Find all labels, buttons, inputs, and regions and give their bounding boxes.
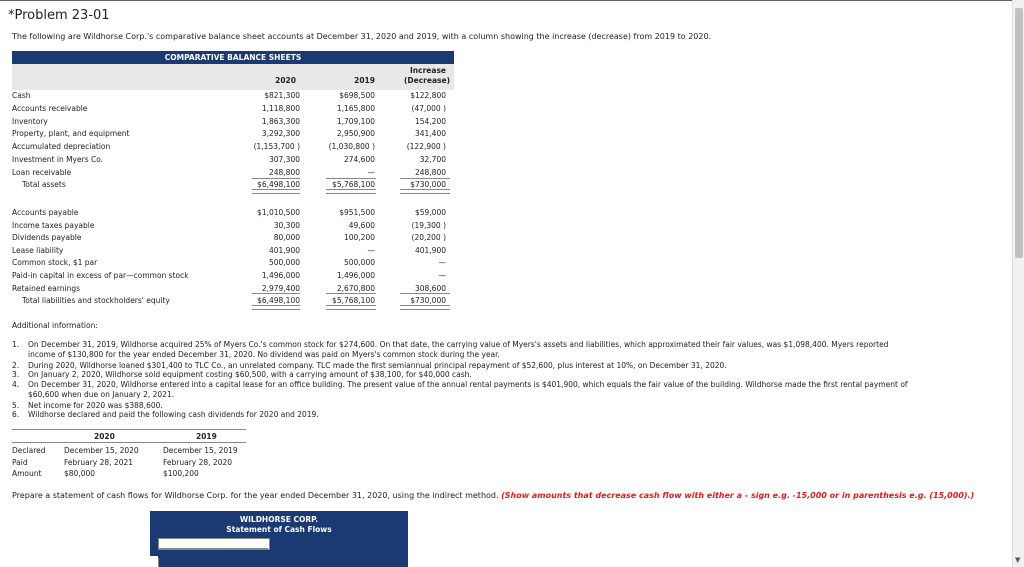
row-value-2020: 2,979,400 — [261, 283, 300, 293]
row-label: Investment in Myers Co. — [12, 155, 104, 164]
row-value-2020: 1,863,300 — [261, 116, 300, 126]
dividend-2019-value: February 28, 2020 — [163, 457, 233, 467]
row-value-2020: 500,000 — [268, 258, 300, 268]
total-assets-rule — [326, 178, 376, 179]
total-liab-rule — [400, 293, 450, 294]
col-2019-header: 2019 — [354, 76, 375, 85]
row-value-increase: 154,200 — [414, 116, 446, 126]
row-value-2019: 100,200 — [343, 233, 375, 243]
row-value-2020: $1,010,500 — [257, 208, 300, 217]
note-3-text: On January 2, 2020, Wildhorse sold equipment costing $60,500, with a carrying amount of $38,100, for $40,000 cash. — [28, 370, 472, 379]
row-label: Cash — [12, 91, 31, 100]
total-assets-rule — [252, 178, 300, 179]
dividend-2019-value: December 15, 2019 — [163, 446, 238, 455]
scroll-down-arrow-icon[interactable]: ▼ — [1015, 556, 1021, 564]
row-value-increase: — — [438, 258, 446, 268]
dividend-2020-value: February 28, 2021 — [64, 457, 134, 467]
cash-flow-row-area — [12, 556, 158, 567]
top-divider — [0, 0, 1012, 1]
row-value-2019: 49,600 — [348, 220, 375, 230]
scrollbar-thumb[interactable] — [1015, 8, 1023, 258]
row-value-2020: 248,800 — [268, 167, 300, 177]
col-2020-header: 2020 — [275, 76, 296, 85]
row-value-increase: $730,000 — [410, 296, 446, 305]
row-value-2019: $698,500 — [339, 91, 375, 100]
note-4-text: On December 31, 2020, Wildhorse entered into a capital lease for an office building. The present value of the annual rental payments is $401,900, which equals the fair value of the building. Wildhorse made the first rental payment of — [28, 380, 908, 389]
col-decrease-header: (Decrease) — [403, 76, 450, 85]
note-2-text: During 2020, Wildhorse loaned $301,400 to TLC Co., an unrelated company. TLC made the first semiannual principal repayment of $52,600, plus interest at 10%, on December 31, 2020. — [28, 361, 727, 370]
row-value-2020: 1,496,000 — [261, 271, 300, 280]
row-value-increase: $122,800 — [410, 91, 446, 100]
row-value-increase: 248,800 — [414, 167, 446, 177]
row-value-2020: 307,300 — [268, 155, 300, 164]
total-assets-double-rule — [400, 189, 450, 194]
row-label: Retained earnings — [12, 283, 81, 293]
row-value-increase: $59,000 — [414, 208, 446, 217]
dividends-top-rule — [12, 429, 246, 430]
row-value-2019: 274,600 — [343, 155, 375, 164]
row-value-2019: $951,500 — [339, 208, 375, 217]
row-label: Inventory — [12, 116, 48, 126]
cash-flow-row-divider — [158, 558, 159, 567]
row-label: Lease liability — [12, 245, 64, 255]
row-label: Income taxes payable — [12, 220, 95, 230]
note-number: 3. — [12, 370, 20, 379]
balance-sheet-header-shade — [12, 64, 454, 90]
row-label: Accumulated depreciation — [12, 142, 111, 152]
row-value-2020: $821,300 — [264, 91, 300, 100]
cash-flow-company: WILDHORSE CORP. — [239, 515, 319, 524]
note-1-text-cont: income of $130,800 for the year ended December 31, 2020. No dividend was paid on Myers's common stock during the year. — [28, 350, 500, 359]
row-value-2019: $5,768,100 — [332, 180, 375, 189]
row-value-increase: (47,000 ) — [411, 103, 446, 113]
note-1-text: On December 31, 2019, Wildhorse acquired 25% of Myers Co.'s common stock for $274,600. On that date, the carrying value of Myers's assets and liabilities, which approximated their fair values, was $1,098,400. Myers reported — [28, 340, 889, 349]
row-label: Total assets — [22, 180, 66, 189]
row-label: Common stock, $1 par — [12, 258, 98, 268]
cash-flow-period-underline — [158, 548, 268, 549]
dividend-2020-value: $80,000 — [64, 469, 96, 478]
row-value-2019: 1,165,800 — [336, 103, 375, 113]
note-4-text-cont: $60,600 when due on January 2, 2021. — [28, 390, 175, 399]
note-5-text: Net income for 2020 was $388,600. — [28, 401, 163, 410]
row-value-2019: (1,030,800 ) — [328, 142, 375, 152]
row-value-increase: 32,700 — [419, 155, 446, 164]
row-label: Loan receivable — [12, 167, 72, 177]
note-number: 4. — [12, 380, 20, 389]
prepare-hint: (Show amounts that decrease cash flow with either a - sign e.g. -15,000 or in parenthesis e.g. (15,000).) — [501, 491, 975, 500]
problem-title: *Problem 23-01 — [8, 8, 110, 23]
row-value-2019: 500,000 — [343, 258, 375, 268]
row-value-2019: 2,670,800 — [336, 283, 375, 293]
row-label: Property, plant, and equipment — [12, 129, 130, 139]
row-value-increase: (122,900 ) — [406, 142, 446, 152]
note-number: 1. — [12, 340, 20, 349]
total-liab-double-rule — [326, 305, 376, 310]
total-liab-rule — [252, 293, 300, 294]
row-label: Dividends payable — [12, 233, 82, 243]
balance-sheet-heading: COMPARATIVE BALANCE SHEETS — [12, 51, 454, 64]
row-value-increase: 401,900 — [414, 245, 446, 255]
dividends-2020-header: 2020 — [94, 432, 115, 441]
row-label: Paid-in capital in excess of par—common stock — [12, 271, 189, 280]
vertical-scrollbar[interactable] — [1012, 0, 1024, 567]
row-label: Total liabilities and stockholders' equity — [22, 296, 170, 305]
dividends-header-rule — [12, 442, 246, 443]
row-value-2020: 401,900 — [268, 245, 300, 255]
note-number: 6. — [12, 410, 20, 419]
row-label: Accounts payable — [12, 208, 79, 217]
note-number: 2. — [12, 361, 20, 370]
row-value-increase: (19,300 ) — [411, 220, 446, 230]
dividend-row-label: Amount — [12, 469, 42, 478]
prepare-text: Prepare a statement of cash flows for Wildhorse Corp. for the year ended December 31, 2020, using the indirect method. — [12, 491, 499, 500]
note-number: 5. — [12, 401, 20, 410]
dividend-2020-value: December 15, 2020 — [64, 446, 139, 455]
row-value-2020: 30,300 — [273, 220, 300, 230]
row-label: Accounts receivable — [12, 103, 88, 113]
prepare-instruction — [12, 491, 974, 500]
total-assets-double-rule — [326, 189, 376, 194]
total-assets-rule — [400, 178, 450, 179]
total-liab-double-rule — [252, 305, 300, 310]
total-liab-double-rule — [400, 305, 450, 310]
row-value-2019: 2,950,900 — [336, 129, 375, 139]
row-value-increase: 341,400 — [414, 129, 446, 139]
dividend-row-label: Declared — [12, 446, 46, 455]
row-value-2019: — — [367, 245, 375, 255]
row-value-2019: 1,496,000 — [336, 271, 375, 280]
row-value-increase: $730,000 — [410, 180, 446, 189]
row-value-2020: (1,153,700 ) — [253, 142, 300, 152]
total-liab-rule — [326, 293, 376, 294]
cash-flow-statement-title: Statement of Cash Flows — [226, 525, 332, 534]
row-value-2020: 1,118,800 — [261, 103, 300, 113]
row-value-2019: 1,709,100 — [336, 116, 375, 126]
row-value-increase: 308,600 — [414, 283, 446, 293]
note-6-text: Wildhorse declared and paid the following cash dividends for 2020 and 2019. — [28, 410, 319, 419]
row-value-2020: $6,498,100 — [257, 180, 300, 189]
col-increase-header: Increase — [410, 66, 446, 75]
row-value-2019: — — [367, 167, 375, 177]
row-value-increase: — — [438, 271, 446, 280]
dividend-row-label: Paid — [12, 457, 28, 467]
dividend-2019-value: $100,200 — [163, 469, 199, 478]
total-assets-double-rule — [252, 189, 300, 194]
row-value-2020: $6,498,100 — [257, 296, 300, 305]
row-value-2020: 3,292,300 — [261, 129, 300, 139]
additional-info-heading: Additional information: — [12, 321, 98, 330]
problem-intro: The following are Wildhorse Corp.'s comparative balance sheet accounts at December 31, 2020 and 2019, with a column showing the increase (decrease) from 2019 to 2020. — [12, 32, 712, 41]
row-value-2020: 80,000 — [273, 233, 300, 243]
row-value-increase: (20,200 ) — [411, 233, 446, 243]
row-value-2019: $5,768,100 — [332, 296, 375, 305]
dividends-2019-header: 2019 — [196, 432, 217, 441]
